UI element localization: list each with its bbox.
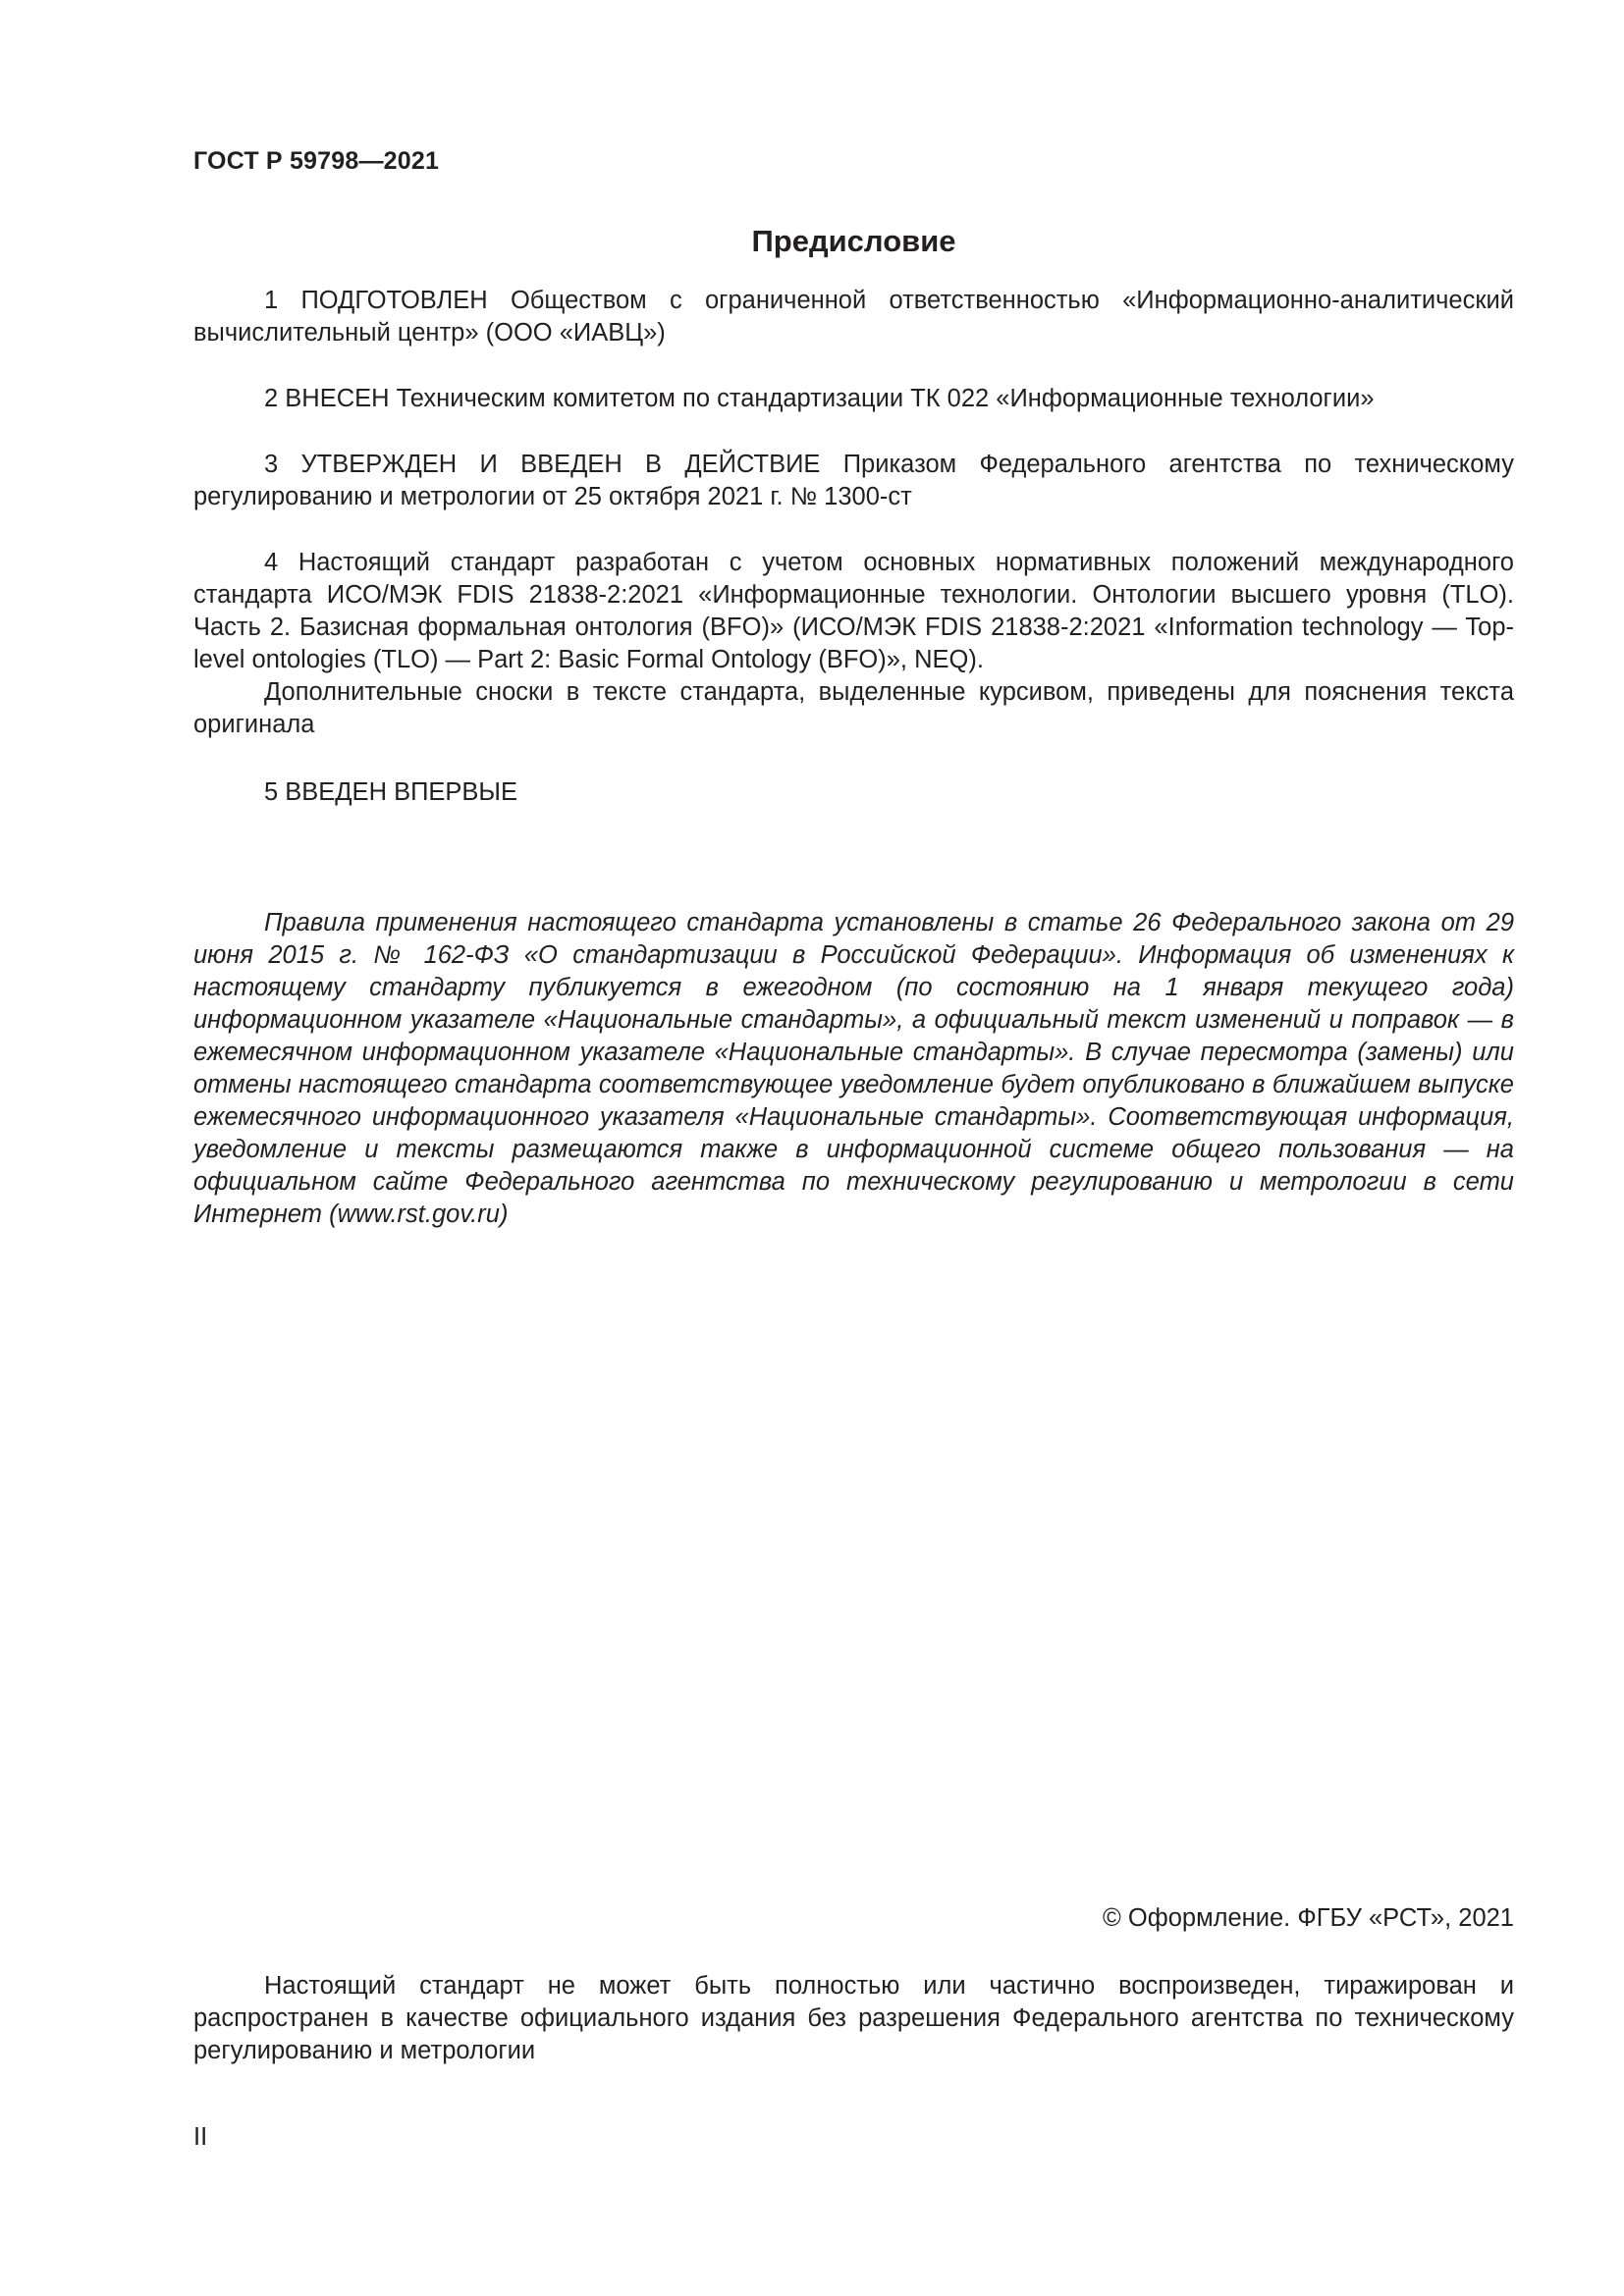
- rules-notice-text: Правила применения настоящего стандарта установлены в статье 26 Федерального закона от 29 июня 2015 г. № 162-ФЗ «О стандартизации в Российской Федерации». Информация об изменениях к настоящему стандарту публикуется в ежегодном (по состоянию на 1 января текущего года) информационном указателе «Национальные стандарты», а официальный текст изменений и поправок — в ежемесячном информационном указателе «Национальные стандарты». В случае пересмотра (замены) или отмены настоящего стандарта соответствующее уведомление будет опубликовано в ближайшем выпуске ежемесячного информационного указателя «Национальные стандарты». Соответствующая информация, уведомление и тексты размещаются также в информационной системе общего пользования — на официальном сайте Федерального агентства по техническому регулированию и метрологии в сети Интернет (www.rst.gov.ru): [193, 909, 1514, 1228]
- preface-item-2: [193, 383, 1514, 415]
- preface-item-3-text: 3 УТВЕРЖДЕН И ВВЕДЕН В ДЕЙСТВИЕ Приказом Федерального агентства по техническому регулированию и метрологии от 25 октября 2021 г. № 1300-ст: [193, 451, 1514, 510]
- preface-item-5-text: 5 ВВЕДЕН ВПЕРВЫЕ: [264, 778, 518, 806]
- document-id-header: ГОСТ Р 59798—2021: [193, 147, 440, 175]
- preface-item-5: [193, 776, 1514, 809]
- preface-item-1-text: 1 ПОДГОТОВЛЕН Обществом с ограниченной ответственностью «Информационно-аналитический вычислительный центр» (ООО «ИАВЦ»): [193, 287, 1514, 347]
- preface-item-4-text: 4 Настоящий стандарт разработан с учетом основных нормативных положений международного стандарта ИСО/МЭК FDIS 21838-2:2021 «Информационные технологии. Онтологии высшего уровня (TLO). Часть 2. Базисная формальная онтология (BFO)» (ИСО/МЭК FDIS 21838-2:2021 «Information technology — Top-level ontologies (TLO) — Part 2: Basic Formal Ontology (BFO)», NEQ).: [193, 549, 1514, 673]
- preface-item-1: [193, 285, 1514, 349]
- reproduction-notice: [193, 1970, 1514, 2067]
- copyright-line: © Оформление. ФГБУ «РСТ», 2021: [1103, 1904, 1514, 1932]
- rules-notice: [193, 907, 1514, 1231]
- page-number: II: [193, 2123, 208, 2151]
- preface-item-2-text: 2 ВНЕСЕН Техническим комитетом по стандартизации ТК 022 «Информационные технологии»: [264, 385, 1375, 412]
- preface-item-4-note: Дополнительные сноски в тексте стандарта, выделенные курсивом, приведены для пояснения текста оригинала: [193, 678, 1514, 738]
- preface-item-3: [193, 449, 1514, 513]
- preface-item-4: [193, 547, 1514, 741]
- page-title: Предисловие: [751, 224, 956, 258]
- reproduction-notice-text: Настоящий стандарт не может быть полностью или частично воспроизведен, тиражирован и распространен в качестве официального издания без разрешения Федерального агентства по техническому регулированию и метрологии: [193, 1972, 1514, 2064]
